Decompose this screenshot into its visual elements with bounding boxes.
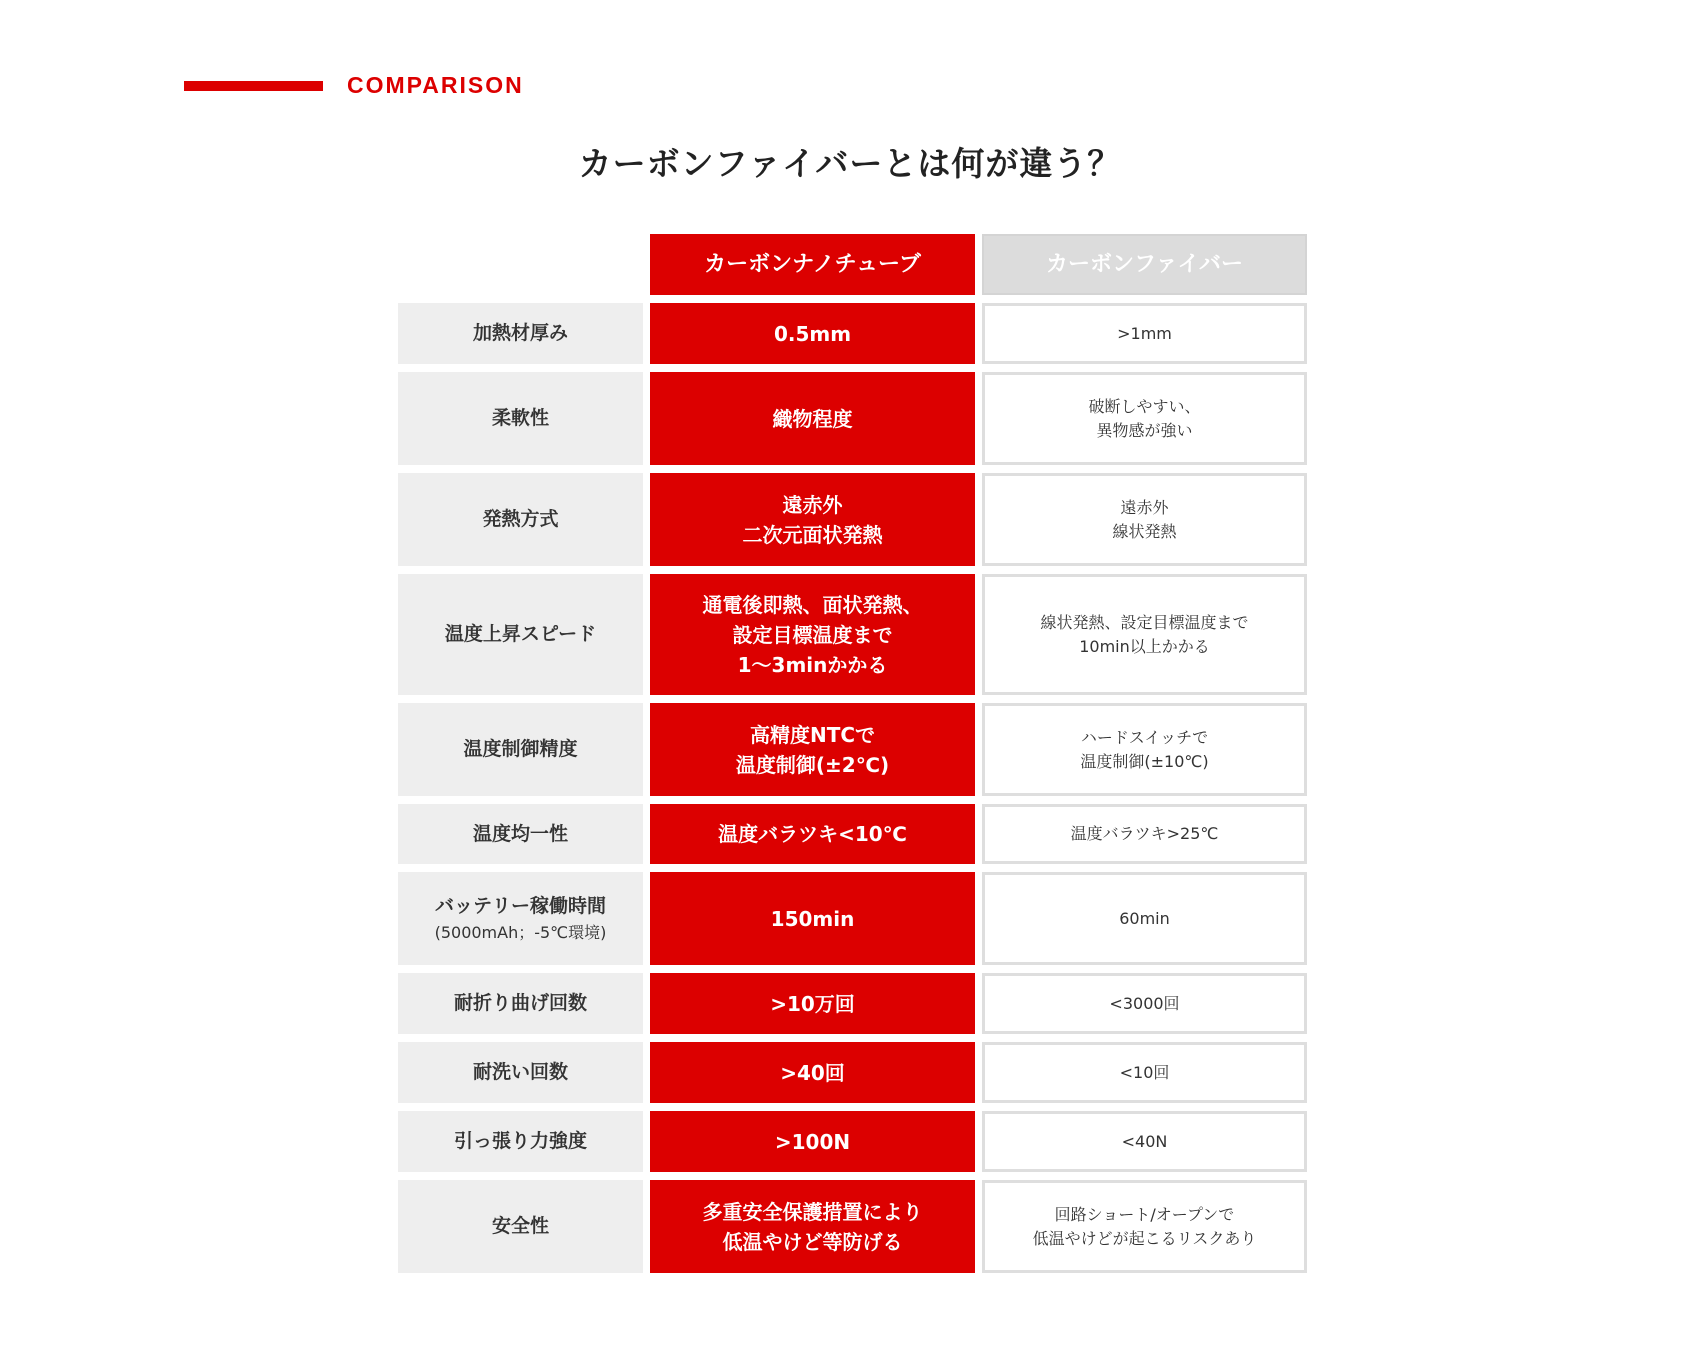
row-label [398, 804, 643, 864]
row-label-text: 安全性 [491, 1215, 549, 1238]
row-label [398, 973, 643, 1034]
row-label-text: 引っ張り力強度 [453, 1130, 587, 1153]
row-label [398, 1042, 643, 1103]
row-sublabel: (5000mAh；-5℃環境) [434, 922, 607, 942]
row-label-text: バッテリー稼働時間 [434, 895, 606, 918]
cell-carbon-fiber: 温度バラツキ>25℃ [982, 804, 1307, 864]
cell-carbon-nanotube: >100N [650, 1111, 975, 1172]
eyebrow-label: COMPARISON [347, 72, 524, 98]
page-title: カーボンファイバーとは何が違う？ [578, 144, 1122, 183]
cell-carbon-nanotube: 通電後即熱、面状発熱、 設定目標温度まで 1〜3minかかる [650, 574, 975, 695]
row-label-text: 柔軟性 [491, 407, 549, 430]
cell-carbon-nanotube: >10万回 [650, 973, 975, 1034]
cell-carbon-fiber: 回路ショート/オープンで 低温やけどが起こるリスクあり [982, 1180, 1307, 1273]
cell-carbon-nanotube: >40回 [650, 1042, 975, 1103]
row-label [398, 1180, 643, 1273]
row-label-text: 温度制御精度 [463, 738, 578, 761]
row-label-text: 発熱方式 [482, 508, 559, 531]
cell-carbon-nanotube: 遠赤外 二次元面状発熱 [650, 473, 975, 566]
row-label [398, 1111, 643, 1172]
row-label-text: 耐折り曲げ回数 [453, 992, 587, 1015]
cell-carbon-fiber: ハードスイッチで 温度制御(±10℃) [982, 703, 1307, 796]
cell-carbon-fiber: <40N [982, 1111, 1307, 1172]
row-label [398, 872, 643, 965]
section-eyebrow [184, 72, 524, 99]
cell-carbon-fiber: 60min [982, 872, 1307, 965]
row-label-text: 温度上昇スピード [444, 623, 597, 646]
cell-carbon-nanotube: 多重安全保護措置により 低温やけど等防げる [650, 1180, 975, 1273]
header-carbon-nanotube: カーボンナノチューブ [650, 234, 975, 295]
cell-carbon-fiber: <3000回 [982, 973, 1307, 1034]
cell-carbon-nanotube: 0.5mm [650, 303, 975, 364]
comparison-table [398, 234, 1306, 1273]
row-label [398, 574, 643, 695]
row-label [398, 703, 643, 796]
eyebrow-bar [184, 81, 323, 91]
row-label-text: 加熱材厚み [472, 322, 568, 345]
row-label [398, 303, 643, 364]
cell-carbon-nanotube: 温度バラツキ<10℃ [650, 804, 975, 864]
row-label [398, 372, 643, 465]
cell-carbon-nanotube: 織物程度 [650, 372, 975, 465]
cell-carbon-fiber: <10回 [982, 1042, 1307, 1103]
cell-carbon-fiber: >1mm [982, 303, 1307, 364]
row-label [398, 473, 643, 566]
cell-carbon-fiber: 遠赤外 線状発熱 [982, 473, 1307, 566]
header-spacer [398, 234, 643, 295]
row-label-text: 耐洗い回数 [472, 1061, 568, 1084]
cell-carbon-fiber: 線状発熱、設定目標温度まで 10min以上かかる [982, 574, 1307, 695]
row-label-text: 温度均一性 [472, 822, 568, 845]
cell-carbon-nanotube: 150min [650, 872, 975, 965]
cell-carbon-fiber: 破断しやすい、 異物感が強い [982, 372, 1307, 465]
header-carbon-fiber: カーボンファイバー [982, 234, 1307, 295]
cell-carbon-nanotube: 高精度NTCで 温度制御(±2℃) [650, 703, 975, 796]
